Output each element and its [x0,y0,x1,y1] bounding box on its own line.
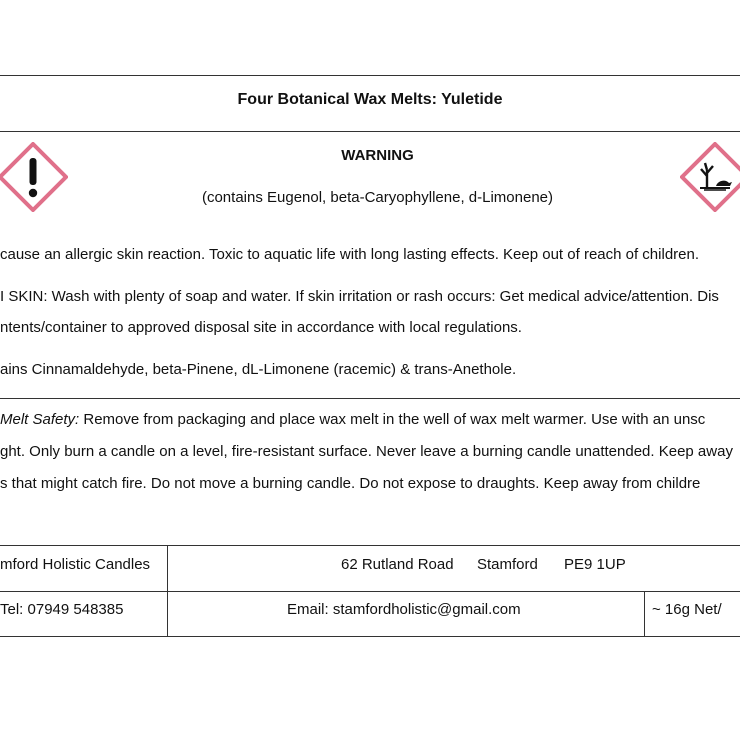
address-town: Stamford [477,556,538,573]
skin-instructions-line2: ntents/container to approved disposal site in accordance with local regulations. [0,319,522,336]
footer-mid-rule [0,591,740,592]
footer-col-divider-right [644,591,645,636]
warning-heading: WARNING [341,147,414,164]
address-street: 62 Rutland Road [341,556,454,573]
product-title: Four Botanical Wax Melts: Yuletide [237,91,503,108]
address-postcode: PE9 1UP [564,556,626,573]
safety-line1 [0,411,705,429]
allergens-text: ains Cinnamaldehyde, beta-Pinene, dL-Limonene (racemic) & trans-Anethole. [0,361,517,378]
safety-line3: s that might catch fire. Do not move a burning candle. Do not expose to draughts. Keep away from childre [0,475,701,492]
title-rule [0,131,740,132]
footer-top-rule [0,545,740,546]
email-address: Email: stamfordholistic@gmail.com [287,601,521,618]
company-name: mford Holistic Candles [0,556,151,573]
top-rule [0,75,740,76]
safety-label: Melt Safety: [0,411,80,428]
hazard-statement: cause an allergic skin reaction. Toxic to aquatic life with long lasting effects. Keep out of reach of children. [0,246,700,263]
safety-line2: ght. Only burn a candle on a level, fire-resistant surface. Never leave a burning candle unattended. Keep away [0,443,733,460]
contains-text: (contains Eugenol, beta-Caryophyllene, d-Limonene) [201,189,554,206]
safety-rule [0,398,740,399]
footer-col-divider [167,545,168,636]
skin-instructions-line1: I SKIN: Wash with plenty of soap and water. If skin irritation or rash occurs: Get medical advice/attention. Dis [0,288,719,305]
footer-bottom-rule [0,636,740,637]
net-weight: ~ 16g Net/ [652,601,722,618]
safety-text-1: Remove from packaging and place wax melt in the well of wax melt warmer. Use with an unsc [79,411,706,428]
phone-number: Tel: 07949 548385 [0,601,124,618]
